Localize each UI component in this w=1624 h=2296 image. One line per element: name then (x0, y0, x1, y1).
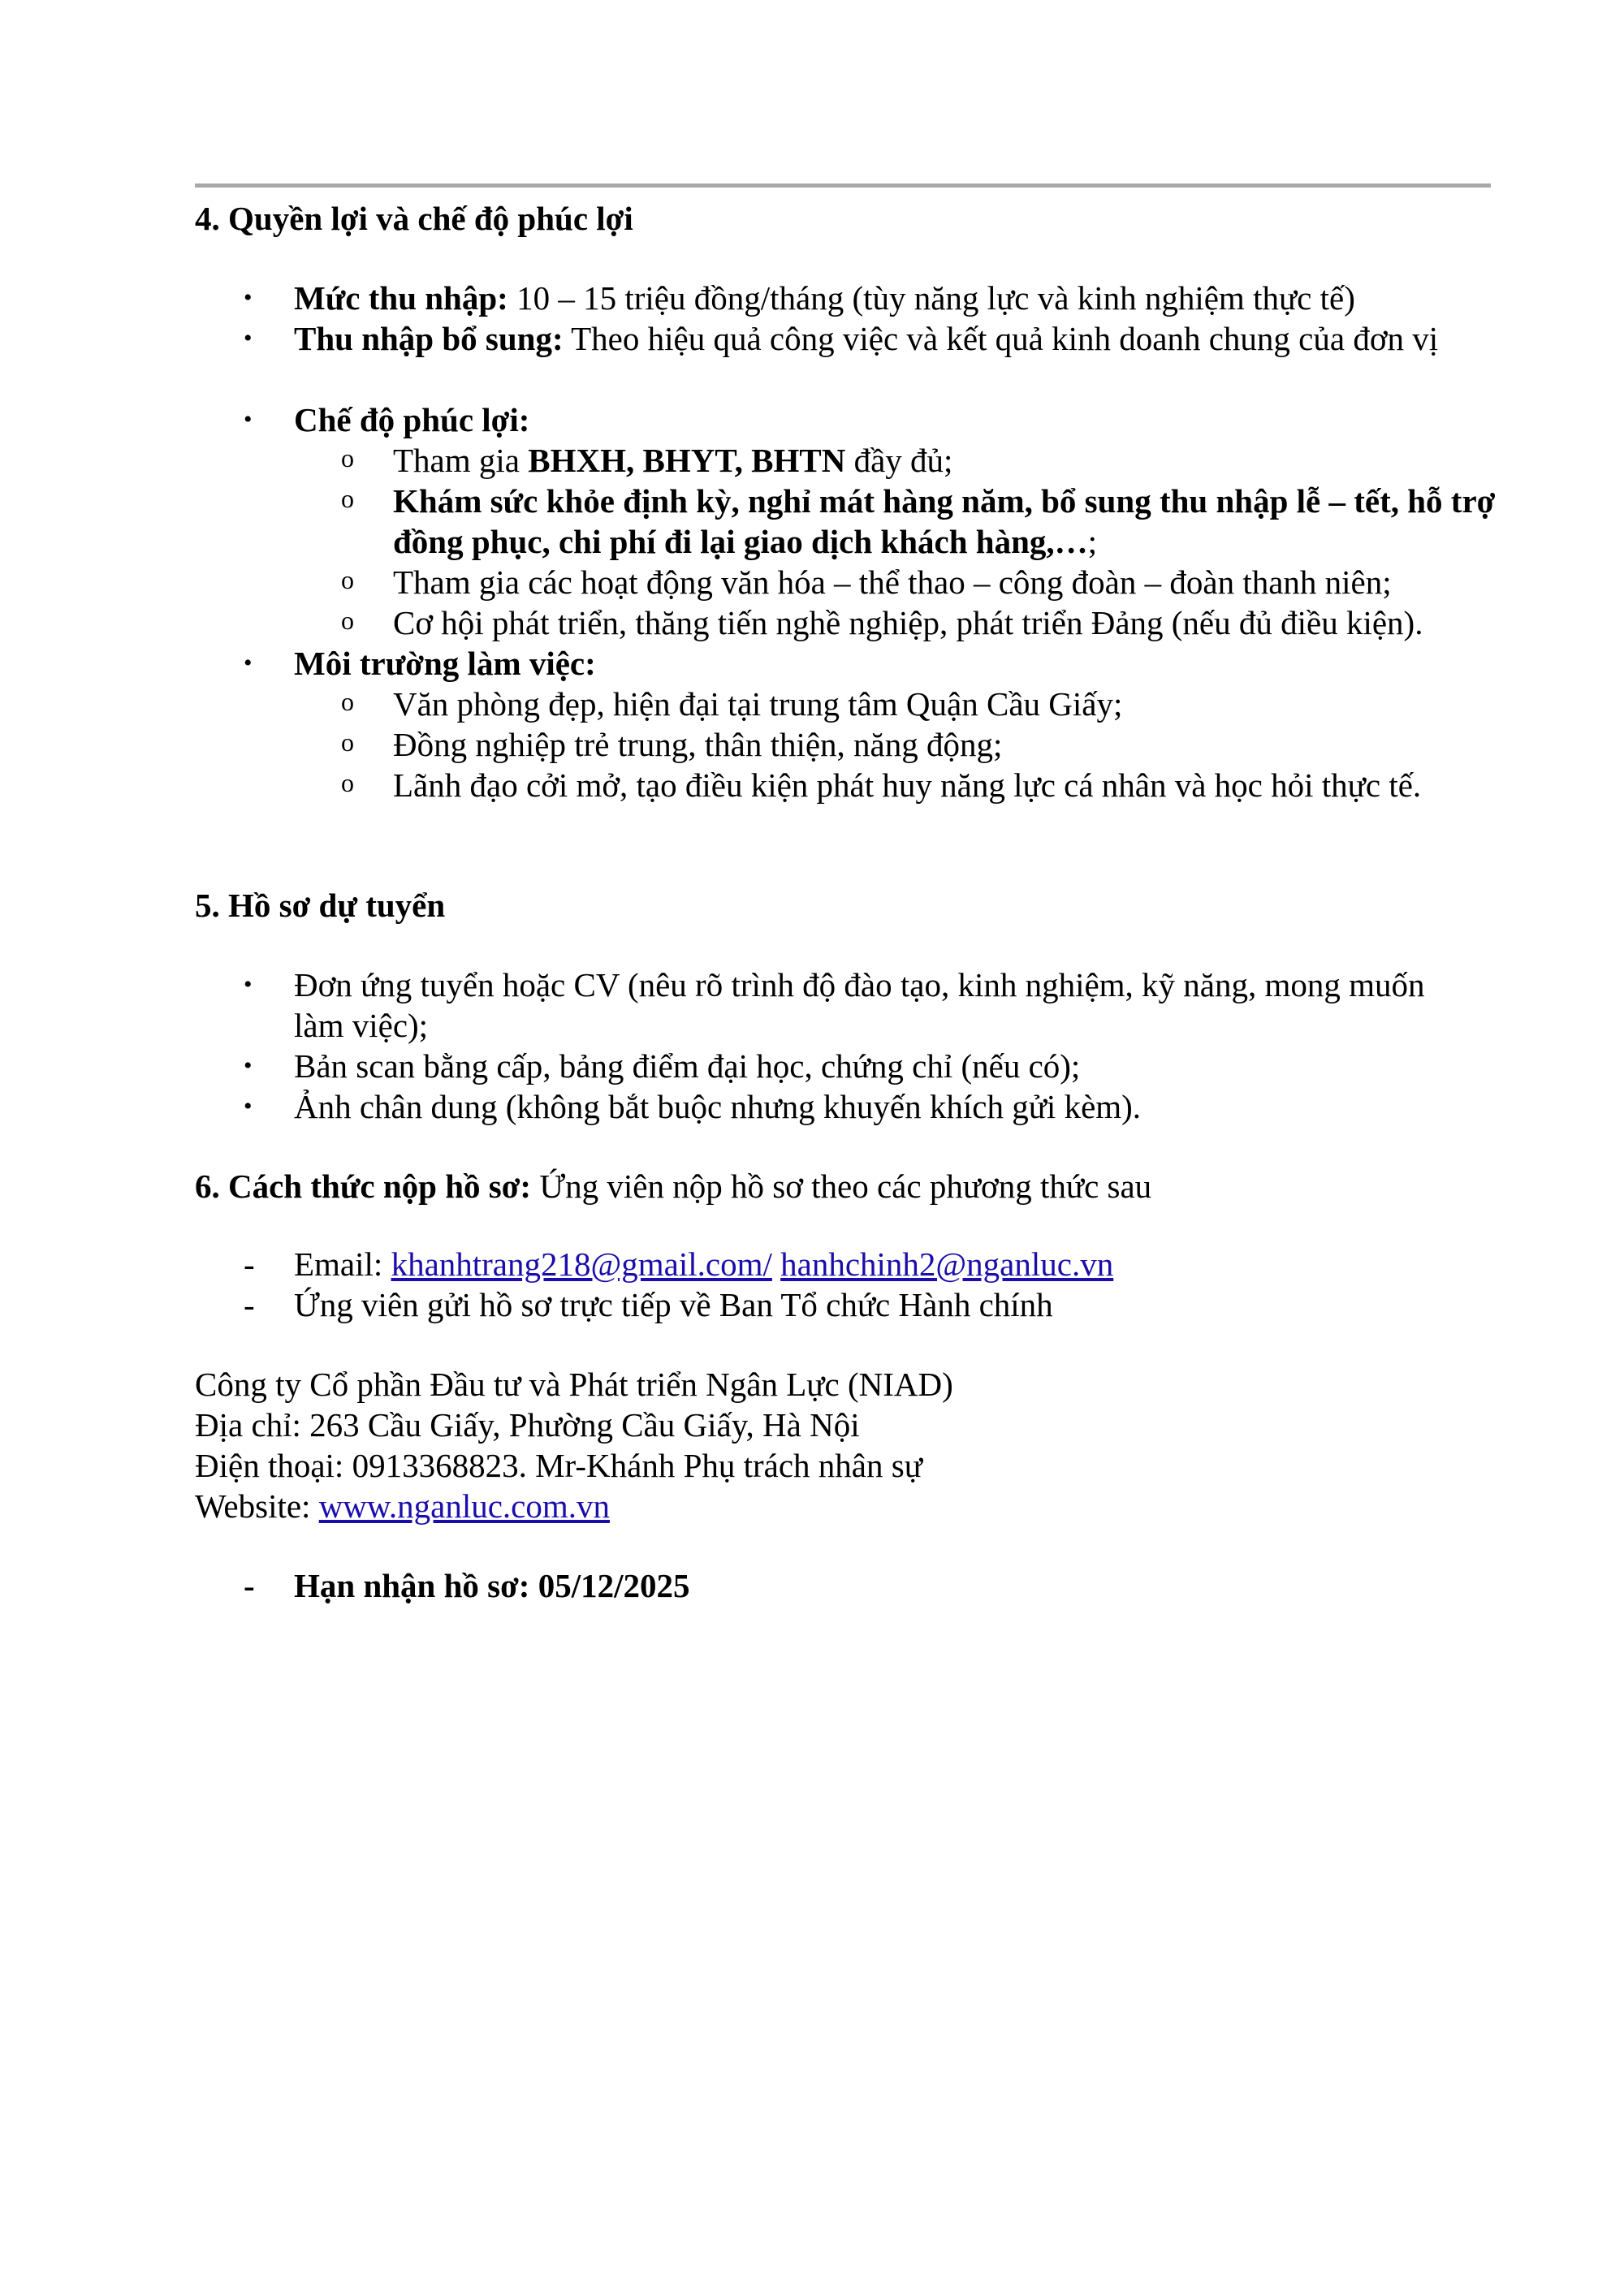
email-link-1[interactable]: khanhtrang218@gmail.com/ (391, 1245, 772, 1283)
horizontal-rule (195, 183, 1491, 188)
circle-bullet-icon: o (341, 606, 354, 635)
section5-item-3: Ảnh chân dung (không bắt buộc nhưng khuyến khích gửi kèm). (294, 1088, 1142, 1125)
welfare-4: Cơ hội phát triển, thăng tiến nghề nghiệp, phát triển Đảng (nếu đủ điều kiện). (393, 604, 1423, 641)
circle-bullet-icon: o (341, 727, 354, 757)
env-item-colleagues (341, 724, 1510, 765)
income-value: 10 – 15 triệu đồng/tháng (tùy năng lực và kinh nghiệm thực tế) (508, 279, 1355, 317)
welfare-1-post: đầy đủ; (845, 442, 953, 479)
list-item-cv (244, 965, 1510, 1046)
section6-heading: 6. Cách thức nộp hồ sơ: (195, 1167, 532, 1205)
list-item-income (244, 278, 1510, 318)
env-label: Môi trường làm việc: (294, 645, 596, 682)
circle-bullet-icon: o (341, 687, 354, 716)
disc-bullet-icon: • (244, 284, 253, 311)
circle-bullet-icon: o (341, 443, 354, 473)
section5-heading: 5. Hồ sơ dự tuyển (195, 887, 446, 924)
env-2: Đồng nghiệp trẻ trung, thân thiện, năng động; (393, 726, 1003, 763)
company-website-line (195, 1486, 1494, 1526)
section6-heading-line (195, 1166, 1494, 1206)
company-address: Địa chỉ: 263 Cầu Giấy, Phường Cầu Giấy, Hà Nội (195, 1406, 860, 1444)
disc-bullet-icon: • (244, 325, 253, 352)
circle-bullet-icon: o (341, 565, 354, 594)
circle-bullet-icon: o (341, 484, 354, 513)
list-item-certificates (244, 1046, 1510, 1086)
list-item-photo (244, 1086, 1510, 1127)
disc-bullet-icon: • (244, 1052, 253, 1079)
list-item-bonus (244, 318, 1510, 359)
deadline: Hạn nhận hồ sơ: 05/12/2025 (294, 1567, 690, 1604)
env-item-office (341, 684, 1510, 724)
welfare-1-bold: BHXH, BHYT, BHTN (528, 442, 846, 479)
welfare-item-career (341, 602, 1510, 643)
list-item-email (244, 1244, 1510, 1284)
welfare-2-bold: Khám sức khỏe định kỳ, nghỉ mát hàng năm, bổ sung thu nhập lễ – tết, hỗ trợ đồng phục, chi phí đi lại giao dịch khách hàng,… (393, 482, 1496, 560)
section5-item-1: Đơn ứng tuyển hoặc CV (nêu rõ trình độ đào tạo, kinh nghiệm, kỹ năng, mong muốn làm việc); (294, 966, 1425, 1044)
disc-bullet-icon: • (244, 406, 253, 433)
list-item-welfare (244, 399, 1510, 440)
company-name: Công ty Cổ phần Đầu tư và Phát triển Ngân Lực (NIAD) (195, 1366, 953, 1403)
email-link-2[interactable]: hanhchinh2@nganluc.vn (780, 1245, 1114, 1283)
welfare-2-post: ; (1087, 523, 1098, 560)
section4-heading: 4. Quyền lợi và chế độ phúc lợi (195, 200, 633, 237)
welfare-1-pre: Tham gia (393, 442, 529, 479)
dash-bullet-icon: - (244, 1567, 255, 1604)
welfare-3: Tham gia các hoạt động văn hóa – thể thao – công đoàn – đoàn thanh niên; (393, 563, 1392, 601)
company-phone: Điện thoại: 0913368823. Mr-Khánh Phụ trách nhân sự (195, 1447, 922, 1484)
env-item-leadership (341, 765, 1510, 805)
env-1: Văn phòng đẹp, hiện đại tại trung tâm Quận Cầu Giấy; (393, 685, 1123, 723)
circle-bullet-icon: o (341, 768, 354, 797)
welfare-label: Chế độ phúc lợi: (294, 401, 530, 438)
bonus-label: Thu nhập bổ sung: (294, 320, 564, 357)
disc-bullet-icon: • (244, 971, 253, 998)
section6-heading-rest: Ứng viên nộp hồ sơ theo các phương thức sau (531, 1167, 1152, 1205)
bonus-value: Theo hiệu quả công việc và kết quả kinh doanh chung của đơn vị (563, 320, 1439, 357)
disc-bullet-icon: • (244, 650, 253, 676)
dash-bullet-icon: - (244, 1286, 255, 1323)
env-3: Lãnh đạo cởi mở, tạo điều kiện phát huy năng lực cá nhân và học hỏi thực tế. (393, 766, 1422, 804)
website-label: Website: (195, 1487, 319, 1525)
list-item-direct (244, 1284, 1510, 1325)
direct-submission: Ứng viên gửi hồ sơ trực tiếp về Ban Tổ chức Hành chính (294, 1286, 1053, 1323)
welfare-item-insurance (341, 440, 1510, 481)
section5-item-2: Bản scan bằng cấp, bảng điểm đại học, chứng chỉ (nếu có); (294, 1047, 1081, 1085)
welfare-item-benefits (341, 481, 1510, 562)
welfare-item-activities (341, 562, 1510, 602)
website-link[interactable]: www.nganluc.com.vn (318, 1487, 610, 1525)
disc-bullet-icon: • (244, 1093, 253, 1120)
income-label: Mức thu nhập: (294, 279, 508, 317)
dash-bullet-icon: - (244, 1245, 255, 1283)
list-item-deadline (244, 1565, 1510, 1606)
list-item-environment (244, 643, 1510, 684)
email-label: Email: (294, 1245, 391, 1283)
